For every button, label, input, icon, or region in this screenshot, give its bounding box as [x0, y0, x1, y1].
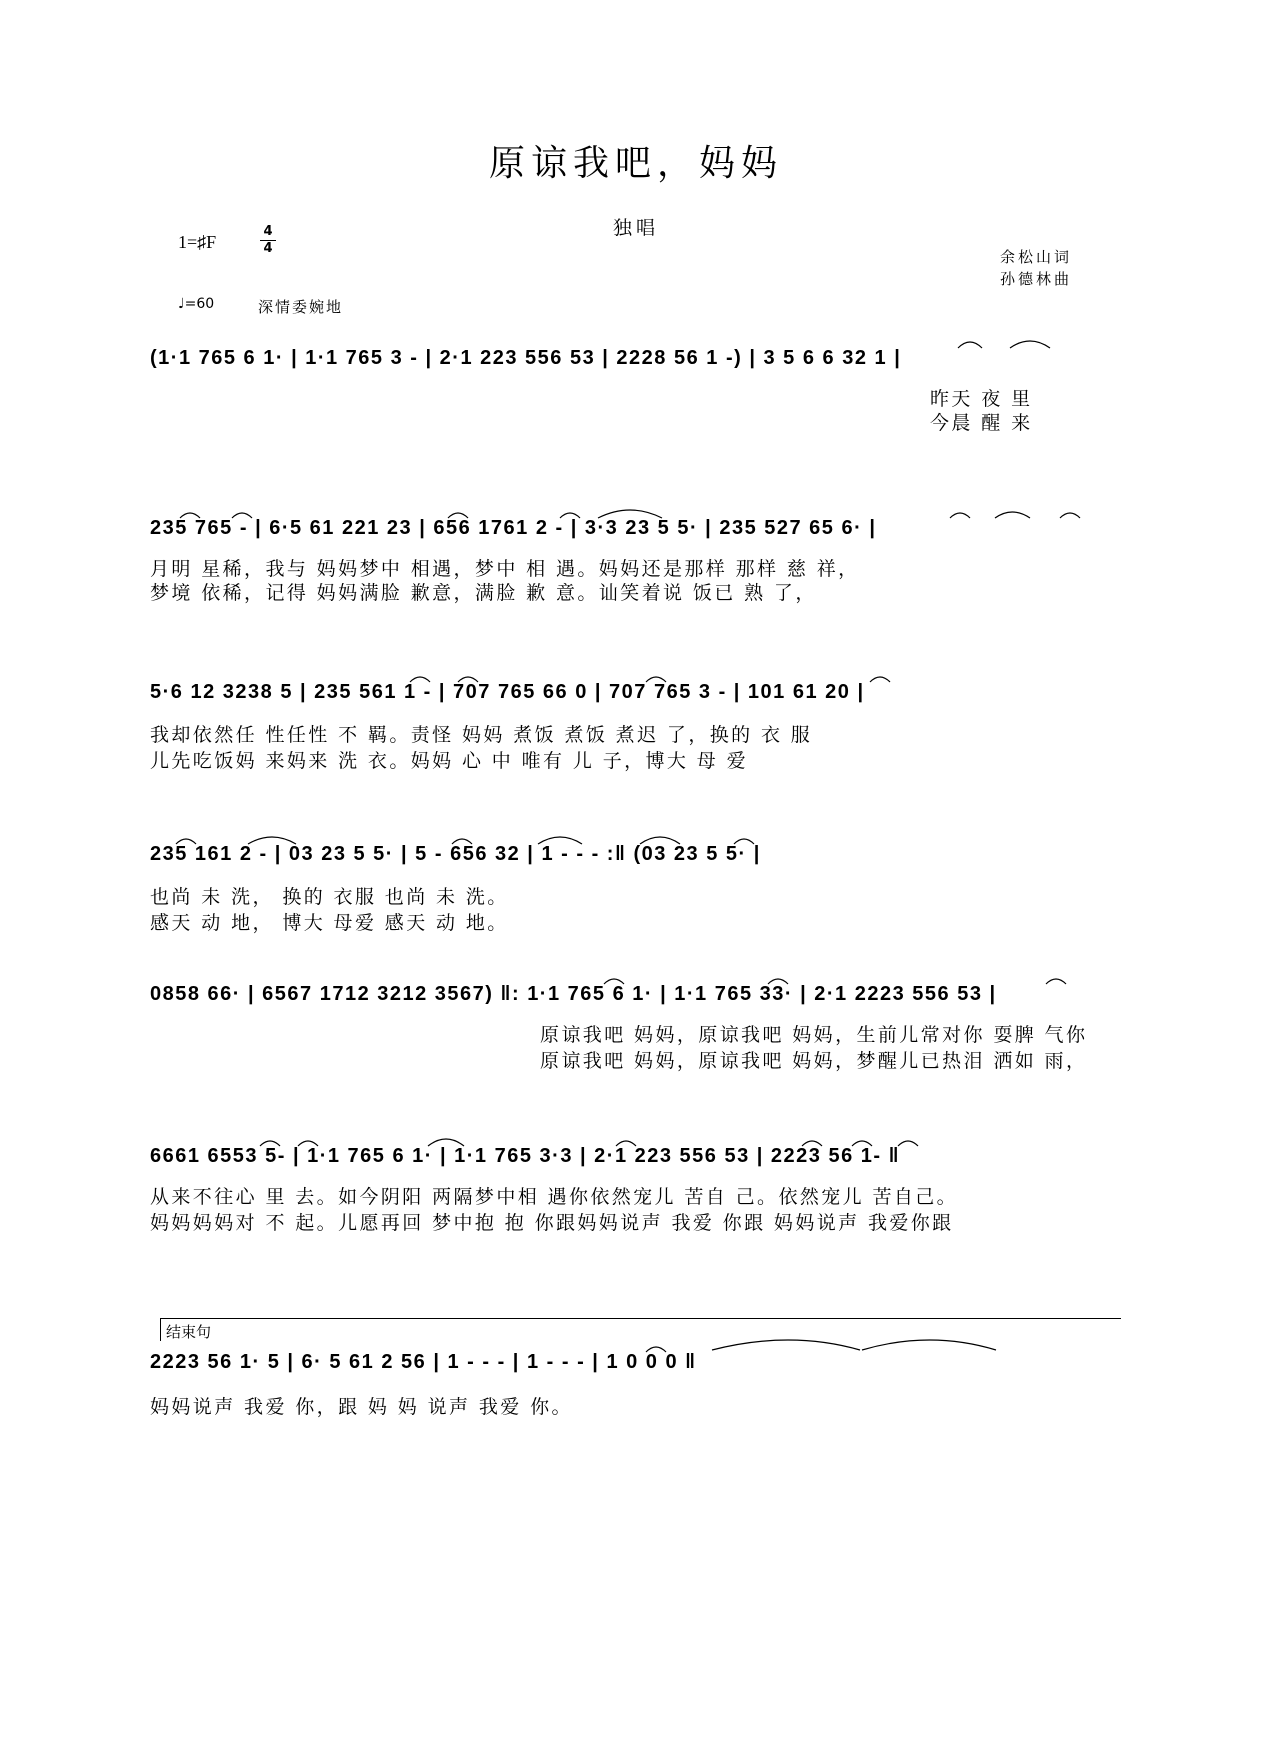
- lyric-verse-1: 妈妈说声 我爱 你，跟 妈 妈 说声 我爱 你。: [150, 1396, 573, 1418]
- slur-arc: [598, 510, 662, 518]
- slur-arc: [232, 513, 252, 518]
- lyric-verse-2: 梦境 依稀，记得 妈妈满脸 歉意，满脸 歉 意。讪笑着说 饭已 熟 了，: [150, 582, 817, 604]
- slur-arc: [452, 839, 472, 844]
- notation-line: 235 765 - | 6·5 61 221 23 | 656 1761 2 - | 3·3 23 5 5· | 235 527 65 6· |: [150, 517, 877, 539]
- lyric-verse-1: 原谅我吧 妈妈，原谅我吧 妈妈，生前儿常对你 耍脾 气你: [540, 1024, 1088, 1046]
- composer-credit: 孙德林曲: [1000, 270, 1073, 288]
- lyric-verse-1: 我却依然任 性任性 不 羁。责怪 妈妈 煮饭 煮饭 煮迟 了，换的 衣 服: [150, 724, 813, 746]
- song-title: 原谅我吧，妈妈: [488, 143, 783, 184]
- slur-arc: [768, 979, 788, 984]
- ending-label: 结束句: [166, 1323, 212, 1341]
- lyric-verse-1: 从来不往心 里 去。如今阴阳 两隔梦中相 遇你依然宠儿 苦自 己。依然宠儿 苦自己。: [150, 1186, 959, 1208]
- notation-line: 235 161 2 - | 03 23 5 5· | 5 - 656 32 | 1 - - - :‖ (03 23 5 5· |: [150, 843, 761, 865]
- notation-line: 0858 66· | 6567 1712 3212 3567) ‖: 1·1 765 6 1· | 1·1 765 33· | 2·1 2223 556 53 |: [150, 983, 997, 1005]
- slur-arc: [428, 1139, 464, 1146]
- notation-line: 5·6 12 3238 5 | 235 561 1 - | 707 765 66 0 | 707 765 3 - | 101 61 20 |: [150, 681, 865, 703]
- performance-type: 独唱: [612, 217, 659, 239]
- time-signature-top: 4: [263, 224, 273, 239]
- lyric-verse-1: 也尚 未 洗， 换的 衣服 也尚 未 洗。: [150, 886, 509, 908]
- slur-arc: [802, 1141, 822, 1146]
- slur-arc: [538, 837, 582, 844]
- notation-line: (1·1 765 6 1· | 1·1 765 3 - | 2·1 223 556 53 | 2228 56 1 -) | 3 5 6 6 32 1 |: [150, 347, 902, 369]
- lyric-verse-2: 原谅我吧 妈妈，原谅我吧 妈妈，梦醒儿已热泪 洒如 雨，: [540, 1050, 1088, 1072]
- slur-arc: [862, 1340, 996, 1350]
- notation-line: 6661 6553 5- | 1·1 765 6 1· | 1·1 765 3·3 | 2·1 223 556 53 | 2223 56 1- ‖: [150, 1145, 901, 1167]
- slur-arc: [1046, 979, 1066, 984]
- slur-arc: [248, 837, 296, 844]
- lyric-verse-2: 儿先吃饭妈 来妈来 洗 衣。妈妈 心 中 唯有 儿 子，博大 母 爱: [150, 750, 748, 772]
- lyricist-credit: 余松山词: [1000, 248, 1073, 266]
- tempo-marking: ♩=60: [178, 296, 215, 312]
- slur-arc: [995, 512, 1030, 518]
- slur-arc: [448, 513, 468, 518]
- slur-arc: [646, 677, 666, 682]
- slur-arc: [260, 1141, 280, 1146]
- lyric-verse-2: 今晨 醒 来: [930, 412, 1033, 434]
- slur-arc: [180, 513, 200, 518]
- slur-arc: [604, 979, 624, 984]
- slur-arc: [458, 677, 478, 682]
- slur-arc: [176, 839, 196, 844]
- slur-arc: [298, 1141, 318, 1146]
- expression-marking: 深情委婉地: [258, 298, 344, 316]
- slur-arc: [958, 342, 982, 348]
- slur-arc: [898, 1141, 918, 1146]
- lyric-verse-2: 妈妈妈妈对 不 起。儿愿再回 梦中抱 抱 你跟妈妈说声 我爱 你跟 妈妈说声 我爱你跟: [150, 1212, 954, 1234]
- slur-arc: [646, 1347, 666, 1352]
- slur-arc: [560, 513, 580, 518]
- key-signature: 1=♯F: [178, 232, 217, 252]
- lyric-verse-2: 感天 动 地， 博大 母爱 感天 动 地。: [150, 912, 509, 934]
- slur-arc: [1010, 341, 1050, 348]
- slur-arc: [734, 839, 754, 844]
- lyric-verse-1: 月明 星稀，我与 妈妈梦中 相遇，梦中 相 遇。妈妈还是那样 那样 慈 祥，: [150, 558, 860, 580]
- slur-arc: [870, 677, 890, 682]
- slur-arc: [852, 1141, 872, 1146]
- slur-arc: [640, 837, 680, 844]
- slur-arc: [616, 1141, 636, 1146]
- slur-arc: [950, 513, 970, 518]
- time-signature-bottom: 4: [263, 241, 273, 256]
- slur-arc: [712, 1340, 860, 1350]
- slur-arc: [1060, 513, 1080, 518]
- slur-arc: [410, 677, 430, 682]
- lyric-verse-1: 昨天 夜 里: [930, 388, 1033, 410]
- notation-line: 2223 56 1· 5 | 6· 5 61 2 56 | 1 - - - | 1 - - - | 1 0 0 0 ‖: [150, 1351, 697, 1373]
